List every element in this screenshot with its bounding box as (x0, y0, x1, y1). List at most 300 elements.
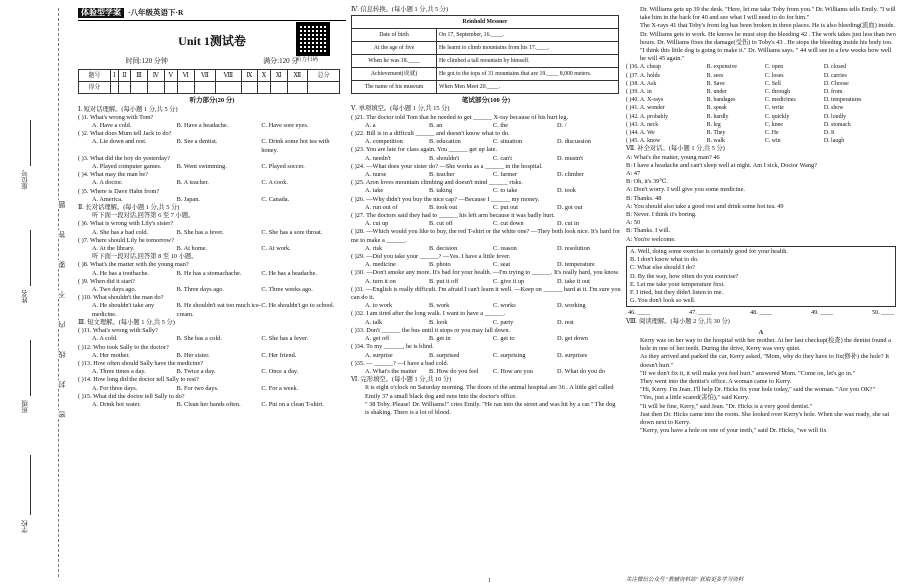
section-7-title: Ⅶ. 补全对话。(每小题 1 分,共 5 分) (626, 145, 725, 153)
question-stem: ( )10. What shouldn't the man do? (78, 294, 164, 302)
option[interactable]: C. write (764, 105, 784, 112)
option[interactable]: D. cut in (557, 220, 579, 228)
dialogue-line: B: Oh, it's 39℃. (626, 178, 668, 186)
option[interactable]: B. He has a stomachache. (176, 269, 242, 277)
question-stem: ( )31. —English is really difficult. I'm afraid I can't learn it well. —Keep on ______ hard at it. I'm sure you can do it. (351, 285, 621, 302)
option[interactable]: C. through (764, 89, 791, 96)
option[interactable]: C. loses (764, 72, 784, 79)
option[interactable]: C. give it up (493, 277, 525, 285)
option[interactable]: B. Save (706, 80, 725, 87)
dialogue-line: B: Thanks. 48 (626, 194, 662, 202)
full-score: 满分:120 分 (263, 57, 299, 66)
question-options (351, 171, 621, 179)
score-header-cell: Ⅺ (270, 70, 287, 82)
option[interactable]: B. photo (429, 261, 451, 269)
score-input-cell[interactable] (110, 82, 118, 94)
question-options (351, 319, 621, 327)
option[interactable]: C. party (493, 318, 514, 326)
question-stem: ( )11. What's wrong with Sally? (78, 327, 158, 335)
seal-char: 封 (58, 381, 66, 388)
question-stem: ( )13. How often should Sally have the medicine? (78, 359, 204, 367)
class-field[interactable] (30, 340, 31, 396)
school-field[interactable] (30, 455, 31, 515)
question-stem: ( )5. Where is Dave Hahn from? (78, 187, 160, 195)
qr-label: 听力扫码 (296, 57, 319, 63)
option[interactable]: D. mustn't (557, 154, 583, 162)
cloze-paragraph: " 38 Toby. Please! Dr. Williams!" cries Emily. "He ran into the street and was hit by a car." The dog is shaking. There is a lot of blood. (365, 400, 616, 416)
option[interactable]: A. to work (365, 302, 393, 310)
cloze-paragraph: "I think this little dog is going to make it." Dr. Williams says. " 44 will see in a few weeks how well he will 45 again." (640, 47, 892, 63)
option[interactable]: C. get to (493, 335, 515, 343)
question-stem: ( )24. —What does your sister do? —She works as a ______ in the hospital. (351, 162, 543, 170)
exam-title: Unit 1测试卷 (178, 34, 246, 48)
score-input-cell[interactable] (147, 82, 164, 94)
question-options (78, 196, 346, 204)
info-table-head: Reinhold Messner (352, 16, 619, 29)
section-3-questions (78, 327, 346, 409)
answer-blank[interactable]: 50. ____ (871, 309, 894, 317)
question-options (78, 163, 346, 171)
option[interactable]: A. Played computer games. (92, 163, 162, 171)
option[interactable]: B. Have a headache. (176, 122, 229, 130)
option[interactable]: A. Drink hot water. (92, 400, 141, 408)
dialogue-option: C. What else should I do? (630, 264, 695, 272)
passage-paragraph: Just then Dr. Hicks came into the room. She looked over Kerry's hole. When she was ready, she sat down next to Kerry. (640, 410, 890, 426)
dialogue-option: F. I tried, but they didn't listen to me. (630, 288, 724, 296)
option[interactable]: C. knee (764, 121, 783, 128)
info-value: On 17, September, 16.____. (437, 29, 619, 42)
option[interactable]: B. put it off (429, 277, 459, 285)
option[interactable]: B. At home. (176, 245, 208, 253)
option[interactable]: C. Her friend. (261, 351, 297, 359)
name-field[interactable] (30, 230, 31, 286)
option[interactable]: A. Have a cold. (92, 122, 132, 130)
option[interactable]: A. He has a toothache. (92, 269, 150, 277)
option[interactable]: A. surprise (365, 351, 393, 359)
cloze-option-row (626, 113, 896, 121)
option[interactable]: B. hardly (706, 113, 729, 120)
option[interactable]: C. reason (493, 244, 517, 252)
option[interactable]: D. stomach (823, 121, 851, 128)
option[interactable]: A. Three times a day. (92, 368, 146, 376)
option[interactable]: ( )36. A. cheap (626, 64, 661, 71)
seal-char: 线 (58, 351, 66, 358)
option[interactable]: D. laugh (823, 138, 845, 145)
answer-blank[interactable]: 49. ____ (810, 309, 833, 317)
column-left (78, 6, 346, 409)
option[interactable]: B. took out (429, 203, 458, 211)
question-stem: ( )15. What did the doctor tell Sally to do? (78, 392, 185, 400)
option[interactable]: D. carries (823, 72, 847, 79)
option[interactable]: B. shouldn't (429, 154, 460, 162)
school-label: 学校 (22, 520, 29, 533)
question-stem: ( )14. How long did the doctor tell Sally to rest? (78, 376, 199, 384)
question-options (351, 278, 621, 286)
option[interactable]: B. Clean her hands often. (176, 400, 241, 408)
score-input-cell[interactable] (164, 82, 177, 94)
question-options (78, 229, 346, 237)
option[interactable]: C. Sell (764, 80, 781, 87)
section-2b-questions (78, 261, 346, 318)
passage-paragraph: As they arrived and parked the car, Kerry asked, "Mom, why do they have to fix(修补) the hole? It doesn't hurt." (640, 353, 890, 369)
option[interactable]: B. He shouldn't eat too much ice-cream. (176, 302, 261, 318)
option[interactable]: C. He shouldn't go to school. (261, 302, 335, 310)
score-header-cell: Ⅴ (164, 70, 177, 82)
option[interactable]: A. medicine (365, 261, 396, 269)
option[interactable]: A. get off (365, 335, 390, 343)
option[interactable]: D. show (823, 105, 844, 112)
question-options (78, 385, 346, 393)
seal-char: 不 (58, 291, 66, 298)
option[interactable]: D. temperatures (823, 97, 862, 104)
option[interactable]: ( )43. A. neck (626, 121, 659, 128)
option[interactable]: B. How do you feel (429, 367, 479, 375)
question-stem: ( )1. What's wrong with Tom? (78, 113, 154, 121)
option[interactable]: C. How are you (493, 367, 533, 375)
option[interactable]: A. America. (92, 195, 123, 203)
dialogue-option: D. By the way, how often do you exercise? (630, 272, 739, 280)
info-key: Achievement(成就) (352, 68, 437, 81)
option[interactable]: ( )40. A. X-rays (626, 97, 664, 104)
question-options (351, 155, 621, 163)
option[interactable]: D. / (557, 121, 567, 129)
option[interactable]: D. took (557, 187, 576, 195)
score-input-cell[interactable] (258, 82, 271, 94)
dialogue-line: B: Never. I think it's boring. (626, 211, 697, 219)
option[interactable]: A. A cold. (92, 335, 118, 343)
option[interactable]: ( )44. A. We (626, 130, 655, 137)
option[interactable]: D. climber (557, 171, 584, 179)
option[interactable]: C. farmer (493, 171, 518, 179)
option[interactable]: B. education (429, 138, 461, 146)
option[interactable]: C. He has a headache. (261, 269, 317, 277)
question-stem: ( )33. Don't ______ the bus until it stops or you may fall down. (351, 326, 511, 334)
question-options (351, 220, 621, 228)
question-stem: ( )4. What may the man be? (78, 171, 148, 179)
score-header-cell: Ⅵ (177, 70, 194, 82)
option[interactable]: B. walk (706, 138, 725, 145)
option[interactable]: A. turn it on (365, 277, 396, 285)
option[interactable]: B. Went swimming. (176, 163, 227, 171)
cloze-option-row (626, 80, 896, 88)
score-header-cell: Ⅲ (131, 70, 148, 82)
option[interactable]: D. It (823, 130, 835, 137)
score-table (78, 69, 340, 94)
score-header-cell: Ⅸ (241, 70, 258, 82)
dialogue-line: A: You're welcome. (626, 235, 676, 243)
option[interactable]: A. competition (365, 138, 403, 146)
question-stem: ( )29. —Did you take your ______? —Yes. I have a little fever. (351, 253, 511, 261)
qr-code-icon[interactable] (296, 22, 330, 56)
question-options (78, 302, 346, 318)
option[interactable]: B. Japan. (176, 195, 200, 203)
option[interactable]: ( )45. A. know (626, 138, 661, 145)
cloze-option-row (626, 104, 896, 112)
question-stem: ( )2. What does Mum tell Jack to do? (78, 130, 172, 138)
passage-paragraph: "Hi, Kerry. I'm Jean. I'll help Dr. Hicks fix your hole today," said the woman. "Are you OK?" (640, 386, 876, 394)
score-header-cell: Ⅰ (110, 70, 118, 82)
option[interactable]: D. rest (557, 318, 574, 326)
option[interactable]: B. bandages (706, 97, 736, 104)
question-options (78, 122, 346, 130)
seat-number-label: 座位号 (22, 170, 29, 190)
question-options (78, 335, 346, 343)
option[interactable]: B. under (706, 89, 727, 96)
dialogue-options-box (626, 246, 896, 307)
info-key: At the age of five (352, 42, 437, 55)
option[interactable]: C. Drink some hot tea with honey. (261, 138, 330, 154)
option[interactable]: A. For three days. (92, 384, 138, 392)
option[interactable]: C. For a week. (261, 384, 299, 392)
score-header-cell: Ⅶ (194, 70, 215, 82)
option[interactable]: A. cut up (365, 220, 389, 228)
brand-label: 体验型学案 (78, 8, 124, 18)
option[interactable]: B. They (706, 130, 726, 137)
seal-char: 要 (58, 261, 66, 268)
option[interactable]: B. A teacher. (176, 179, 209, 187)
option[interactable]: A. nurse (365, 171, 387, 179)
score-input-cell[interactable] (241, 82, 258, 94)
question-options (351, 122, 621, 130)
option[interactable]: C. can't (493, 154, 512, 162)
column-middle (351, 6, 621, 417)
option[interactable]: B. She has a fever. (176, 228, 224, 236)
seat-number-field[interactable] (30, 120, 31, 166)
option[interactable]: D. Choose (823, 80, 849, 87)
passage-paragraph: Kerry was on her way to the hospital with her mother. At her last checkup(检查) the dentist found a hole in one of her teeth. During the drive, Kerry was very quiet. (640, 336, 891, 353)
option[interactable]: ( )39. A. in (626, 89, 652, 96)
option[interactable]: C. He (764, 130, 779, 137)
header-bar (78, 6, 346, 21)
option[interactable]: D. closed (823, 64, 847, 71)
score-input-cell[interactable] (131, 82, 148, 94)
question-options (351, 335, 621, 343)
option[interactable]: B. teacher (429, 171, 455, 179)
score-header-row (79, 70, 340, 82)
score-input-cell[interactable] (287, 82, 308, 94)
option[interactable]: C. A cook. (261, 179, 288, 187)
option[interactable]: B. get in (429, 335, 451, 343)
option[interactable]: D. What do you do (557, 367, 605, 375)
score-value-row (79, 82, 340, 94)
reading-passage (626, 337, 896, 435)
option[interactable]: C. the (493, 121, 509, 129)
option[interactable]: A. A doctor. (92, 179, 123, 187)
question-options (351, 187, 621, 195)
page-number: 1 (488, 578, 491, 584)
question-stem: ( )7. Where should Lily be tomorrow? (78, 236, 174, 244)
question-stem: ( )8. What's the matter with the young man? (78, 261, 189, 269)
seal-char: 答 (58, 231, 66, 238)
score-input-cell[interactable] (270, 82, 287, 94)
passage-paragraph: They went into the dentist's office. A woman came to Kerry. (640, 377, 792, 385)
class-label: 班级 (22, 400, 29, 413)
option[interactable]: C. Put on a clean T-shirt. (261, 400, 324, 408)
series-label: ·八年级英语下·R (128, 7, 184, 17)
option[interactable]: C. win (764, 138, 781, 145)
option[interactable]: A. take (365, 187, 384, 195)
option[interactable]: C. open (764, 64, 784, 71)
option[interactable]: D. from (823, 89, 843, 96)
answer-blank[interactable]: 48. ____ (749, 309, 773, 317)
question-stem: ( )32. I am tired after the long walk. I want to have a ______. (351, 310, 506, 318)
question-stem: ( )26. —Why didn't you buy the nice cap? —Because I ______ my money. (351, 195, 540, 203)
question-stem: ( )6. What is wrong with Lily's sister? (78, 220, 174, 228)
dialogue-option: B. I don't know what to do. (630, 256, 699, 264)
score-header-cell: 题号 (79, 70, 111, 82)
option[interactable]: C. Canada. (261, 195, 290, 203)
option[interactable]: B. expensive (706, 64, 738, 71)
option[interactable]: A. Two days ago. (92, 286, 137, 294)
option[interactable]: B. Twice a day. (176, 368, 216, 376)
option[interactable]: B. Her sister. (176, 351, 210, 359)
cloze-paragraph: The X-rays 41 that Toby's front leg has been broken in three places. He is also bleeding(流血) inside. (640, 22, 896, 30)
option[interactable]: B. look (429, 318, 448, 326)
option[interactable]: C. to take (493, 187, 518, 195)
info-title: Ⅳ. 信息转换。(每小题 1 分,共 5 分) (351, 6, 449, 13)
option[interactable]: D. working (557, 302, 586, 310)
dialogue-option: G. You don't look so well. (630, 297, 696, 305)
dialogue-line: A: What's the matter, young man? 46 (626, 153, 720, 161)
option[interactable]: C. She has a fever. (261, 335, 309, 343)
option[interactable]: C. She has a sore throat. (261, 228, 323, 236)
binding-sidebar (0, 0, 68, 585)
footer-watermark: 关注微信公众号 "教辅资料站" 获取更多学习资料 (626, 577, 744, 583)
info-value: When Men Meet 20.____. (437, 81, 619, 94)
option[interactable]: C. Once a day. (261, 368, 299, 376)
option[interactable]: A. He shouldn't take any medicine. (92, 302, 155, 318)
question-stem: ( )28. —Which would you like to buy, the red T-shirt or the white one? —They both look nice. It's hard for me to make a ______. (351, 228, 620, 244)
dialogue-line: A: Don't worry. I will give you some medicine. (626, 186, 745, 194)
option[interactable]: D. resolution (557, 244, 590, 252)
written-title: 笔试部分(100 分) (461, 97, 511, 105)
score-input-cell[interactable] (308, 82, 340, 94)
option[interactable]: A. What's the matter (365, 367, 417, 375)
option[interactable]: C. At work. (261, 245, 291, 253)
dialogue-line: A: 47 (626, 170, 641, 178)
cloze-option-row (626, 96, 896, 104)
score-input-cell[interactable] (216, 82, 241, 94)
option[interactable]: B. See a dentist. (176, 138, 218, 146)
option[interactable]: A. risk (365, 244, 383, 252)
dialogue-option: A. Well, doing some exercise is certainly good for your health. (630, 247, 788, 255)
option[interactable]: ( )42. A. probably (626, 113, 669, 120)
option[interactable]: D. take it out (557, 277, 590, 285)
cloze-paragraph: Dr. Williams gets to work. He knows he must stop the bleeding 42 . The work takes just less than two hours. Dr. Williams fixes the damage(受伤) to Toby's 43 . He stops the bleeding inside his body too. (640, 30, 896, 46)
option[interactable]: A. needn't (365, 154, 391, 162)
score-label-cell: 得分 (79, 82, 111, 94)
option[interactable]: C. Played soccer. (261, 163, 305, 171)
option[interactable]: B. surprised (429, 351, 460, 359)
info-key: When he was 18.____ (352, 55, 437, 68)
option[interactable]: B. sees (706, 72, 724, 79)
info-table (351, 15, 619, 94)
question-stem: ( )25. Aron loves mountain climbing and doesn't mind ______ risks. (351, 179, 523, 187)
score-header-cell: Ⅱ (118, 70, 130, 82)
option[interactable]: D. got out (557, 203, 583, 211)
option[interactable]: B. work (429, 302, 450, 310)
score-header-cell: Ⅹ (258, 70, 271, 82)
option[interactable]: A. Her mother. (92, 351, 130, 359)
option[interactable]: C. Have sore eyes. (261, 122, 309, 130)
score-input-cell[interactable] (177, 82, 194, 94)
option[interactable]: C. works (493, 302, 516, 310)
option[interactable]: C. medicines (764, 97, 796, 104)
option[interactable]: ( )41. A. wonder (626, 105, 665, 112)
option[interactable]: B. For two days. (176, 384, 219, 392)
question-stem: ( )22. Bill is in a difficult ______ and doesn't know what to do. (351, 130, 510, 138)
option[interactable]: C. seat (493, 261, 511, 269)
option[interactable]: D. get down (557, 335, 588, 343)
option[interactable]: ( )37. A. holds (626, 72, 660, 79)
option[interactable]: ( )38. A. Ask (626, 80, 657, 87)
option[interactable]: B. Three days ago. (176, 286, 224, 294)
option[interactable]: B. an (429, 121, 443, 129)
seal-char: 内 (58, 321, 66, 328)
option[interactable]: D. loudly (823, 113, 847, 120)
option[interactable]: B. taking (429, 187, 453, 195)
option[interactable]: C. surprising (493, 351, 526, 359)
info-value: He got to the tops of 31 mountains that are 19.____ 8,000 meters. (437, 68, 619, 81)
passage-paragraph: "Kerry, you have a hole on one of your teeth," said Dr. Hicks, "we will fix (640, 427, 827, 435)
option[interactable]: C. quickly (764, 113, 790, 120)
passage-label: A (758, 328, 764, 336)
section-2-title: Ⅱ. 长对话理解。(每小题 1 分,共 5 分) (78, 204, 180, 212)
option[interactable]: A. a (365, 121, 376, 129)
option[interactable]: B. She has a cold. (176, 335, 222, 343)
name-label: 姓名 (22, 290, 29, 303)
option[interactable]: C. cut down (493, 220, 524, 228)
option[interactable]: A. She has a bad cold. (92, 228, 149, 236)
option[interactable]: B. leg (706, 121, 721, 128)
score-input-cell[interactable] (194, 82, 215, 94)
dialogue-blanks (626, 309, 896, 317)
cloze-option-row (626, 72, 896, 80)
cloze-paragraph: It is eight o'clock on Saturday morning. The doors of the animal hospital are 36 . A little girl called Emily 37 a small black dog and runs into the doctor's office. (365, 384, 614, 400)
option[interactable]: C. Three weeks ago. (261, 286, 313, 294)
option[interactable]: B. speak (706, 105, 727, 112)
section-1-title: Ⅰ. 短对话理解。(每小题 1 分,共 5 分) (78, 105, 178, 113)
option[interactable]: C. put out (493, 203, 519, 211)
option[interactable]: A. run out of (365, 203, 398, 211)
answer-blank[interactable]: 47. ____ (688, 309, 712, 317)
question-stem: ( )30. —Don't smoke any more. It's bad for your health. —I'm trying to ______. It's really hard, you know. (351, 269, 620, 277)
section-1-questions (78, 114, 346, 204)
section-3-title: Ⅲ. 短文理解。(每小题 1 分,共 5 分) (78, 318, 175, 326)
score-input-cell[interactable] (118, 82, 130, 94)
info-value: He climbed a tall mountain by himself. (437, 55, 619, 68)
section-2a-questions (78, 220, 346, 253)
option[interactable]: B. cut off (429, 220, 453, 228)
option[interactable]: D. surprises (557, 351, 588, 359)
passage-paragraph: "It will be fine, Kerry," said Jean. "Dr. Hicks is a very good dentist." (640, 402, 813, 410)
option[interactable]: C. situation (493, 138, 523, 146)
info-row (352, 68, 619, 81)
option[interactable]: A. Lie down and rest. (92, 138, 147, 146)
question-options (351, 352, 621, 360)
info-key: Date of birth (352, 29, 437, 42)
score-header-cell: Ⅷ (216, 70, 241, 82)
answer-blank[interactable]: 46. ____ (628, 309, 651, 317)
option[interactable]: A. At the library. (92, 245, 135, 253)
option[interactable]: D. temperature (557, 261, 595, 269)
dialogue-lines (626, 154, 896, 244)
option[interactable]: A. talk (365, 318, 383, 326)
option[interactable]: B. decision (429, 244, 458, 252)
option[interactable]: D. discussion (557, 138, 591, 146)
dialogue-line: B: I have a headache and can't sleep well at night. Am I sick, Doctor Wang? (626, 161, 817, 169)
passage-paragraph: "If we don't fix it, it will make you feel hurt." answered Mom. "Come on, let's go in." (640, 369, 856, 377)
